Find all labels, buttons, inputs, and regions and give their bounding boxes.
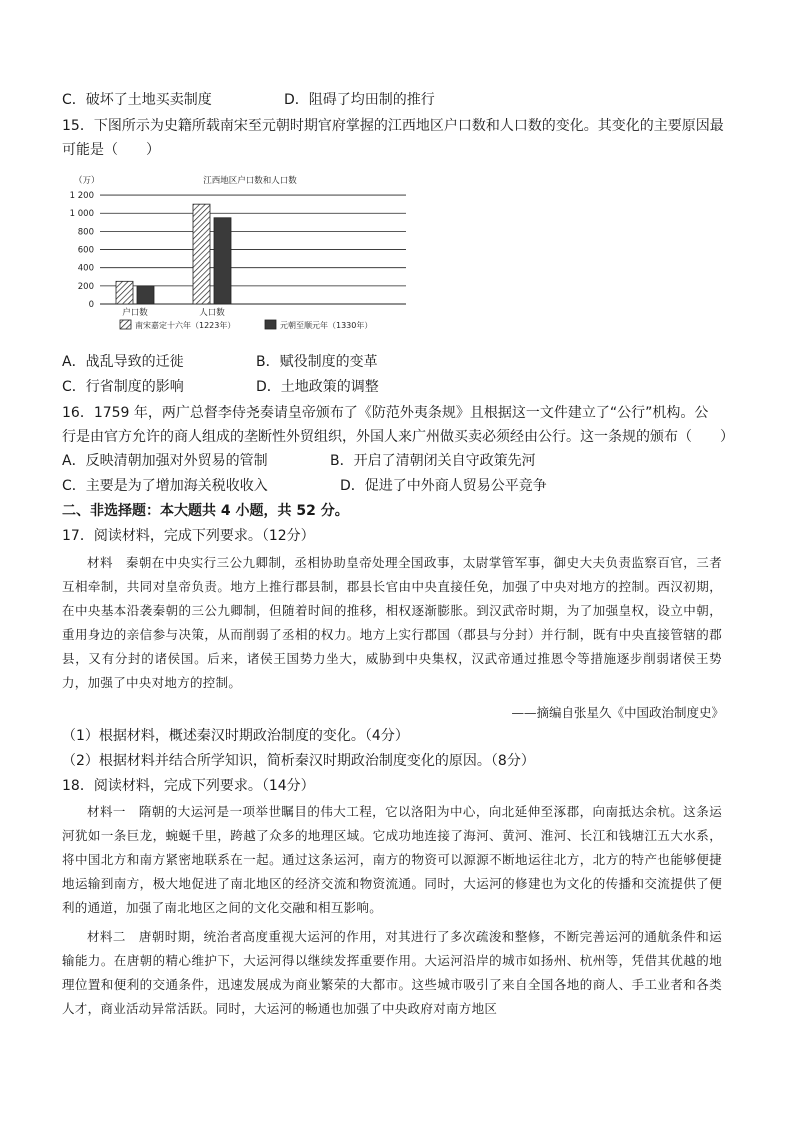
y-tick-1200: 1 200 — [69, 191, 94, 202]
q16-option-b: B．开启了清朝闭关自守政策先河 — [330, 453, 536, 469]
chart-legend — [120, 320, 372, 330]
chart-x-labels — [122, 307, 225, 318]
q16-stem-line1: 16．1759 年，两广总督李侍尧奏请皇帝颁布了《防范外夷条规》且根据这一文件建立了“公行”机构。公 — [62, 405, 709, 421]
q17-material — [62, 551, 722, 695]
y-tick-600: 600 — [77, 245, 94, 256]
legend-swatch-1223 — [120, 320, 131, 329]
chart-unit-label: （万） — [74, 176, 100, 186]
household-population-chart — [60, 168, 420, 338]
x-label-0: 户口数 — [122, 308, 148, 318]
q14-option-d: D．阻碍了均田制的推行 — [284, 92, 435, 108]
q17-material-text: 材料 秦朝在中央实行三公九卿制，丞相协助皇帝处理全国政事，太尉掌管军事，御史大夫负责监察百官，三者互相牵制，共同对皇帝负责。地方上推行郡县制，郡县长官由中央直接任免，加强了中央对地方的控制。西汉初期，在中央基本沿袭秦朝的三公九卿制，但随着时间的推移，相权逐渐膨胀。到汉武帝时期，为了加强皇权，设立中朝，重用身边的亲信参与决策，从而削弱了丞相的权力。地方上实行郡国（郡县与分封）并行制，既有中央直接管辖的郡县，又有分封的诸侯国。后来，诸侯王国势力坐大，威胁到中央集权，汉武帝通过推恩令等措施逐步削弱诸侯王势力，加强了中央对地方的控制。 — [62, 555, 722, 690]
q15-stem-line1: 15．下图所示为史籍所载南宋至元朝时期官府掌握的江西地区户口数和人口数的变化。其变化的主要原因最 — [62, 118, 724, 134]
q16-option-d: D．促进了中外商人贸易公平竞争 — [340, 478, 547, 494]
y-tick-800: 800 — [77, 227, 94, 238]
section-2-heading: 二、非选择题：本大题共 4 小题，共 52 分。 — [62, 503, 349, 519]
q15-option-b: B．赋役制度的变革 — [256, 354, 378, 370]
legend-label-1330: 元朝至顺元年（1330年） — [280, 321, 373, 330]
q15-option-c: C．行省制度的影响 — [62, 379, 184, 395]
bar-户口数-1 — [137, 286, 154, 304]
q17-sub1: （1）根据材料，概述秦汉时期政治制度的变化。（4分） — [62, 728, 409, 744]
bar-户口数-0 — [116, 281, 133, 304]
bar-人口数-0 — [193, 204, 210, 304]
q18-material-1 — [62, 800, 722, 920]
y-tick-200: 200 — [77, 281, 94, 292]
chart-bars — [116, 204, 231, 304]
q17-stem: 17．阅读材料，完成下列要求。（12分） — [62, 528, 315, 544]
q15-option-d: D．土地政策的调整 — [256, 379, 379, 395]
q16-option-c: C．主要是为了增加海关税收收入 — [62, 478, 268, 494]
y-tick-400: 400 — [77, 263, 94, 274]
q15-stem-line2: 可能是（ ） — [62, 142, 160, 158]
x-label-1: 人口数 — [199, 308, 225, 318]
q16-stem-line2: 行是由官方允许的商人组成的垄断性外贸组织，外国人来广州做买卖必须经由公行。这一条规的颁布（ ） — [62, 429, 734, 445]
q17-source: ——摘编自张星久《中国政治制度史》 — [511, 705, 724, 720]
chart-y-ticks — [70, 191, 94, 310]
q14-option-c: C．破坏了土地买卖制度 — [62, 92, 212, 108]
legend-label-1223: 南宋嘉定十六年（1223年） — [135, 321, 236, 330]
q18-material-2 — [62, 925, 722, 1021]
y-tick-0: 0 — [88, 300, 94, 310]
y-tick-1000: 1 000 — [69, 209, 94, 220]
bar-人口数-1 — [214, 218, 231, 304]
q18-material-2-text: 材料二 唐朝时期，统治者高度重视大运河的作用，对其进行了多次疏浚和整修，不断完善运河的通航条件和运输能力。在唐朝的精心维护下，大运河得以继续发挥重要作用。大运河沿岸的城市如扬州、杭州等，凭借其优越的地理位置和便利的交通条件，迅速发展成为商业繁荣的大都市。这些城市吸引了来自全国各地的商人、手工业者和各类人才，商业活动异常活跃。同时，大运河的畅通也加强了中央政府对南方地区 — [62, 929, 722, 1016]
q17-sub2: （2）根据材料并结合所学知识，简析秦汉时期政治制度变化的原因。（8分） — [62, 753, 535, 769]
q16-option-a: A．反映清朝加强对外贸易的管制 — [62, 453, 268, 469]
chart-title: 江西地区户口数和人口数 — [203, 176, 297, 186]
legend-swatch-1330 — [265, 320, 276, 329]
q18-stem: 18．阅读材料，完成下列要求。（14分） — [62, 778, 315, 794]
q18-material-1-text: 材料一 隋朝的大运河是一项举世瞩目的伟大工程，它以洛阳为中心，向北延伸至涿郡，向南抵达余杭。这条运河犹如一条巨龙，蜿蜒千里，跨越了众多的地理区域。它成功地连接了海河、黄河、淮河、长江和钱塘江五大水系，将中国北方和南方紧密地联系在一起。通过这条运河，南方的物资可以源源不断地运往北方，北方的特产也能够便捷地运输到南方，极大地促进了南北地区的经济交流和物资流通。同时，大运河的修建也为文化的传播和交流提供了便利的通道，加强了南北地区之间的文化交融和相互影响。 — [62, 804, 722, 915]
q15-option-a: A．战乱导致的迁徙 — [62, 354, 184, 370]
